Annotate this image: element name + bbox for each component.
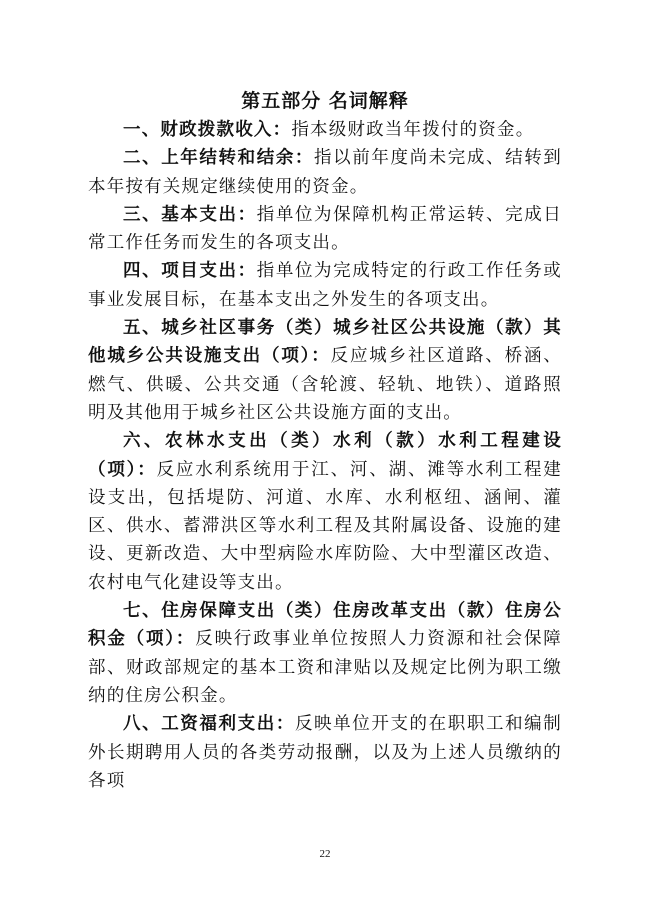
term-label: 六、农林水支出（类）水利（款）水利工程建设（项）： <box>88 431 562 480</box>
term-definition: 指以前年度尚未完成、结转到本年按有关规定继续使用的资金。 <box>88 148 562 197</box>
paragraph-5 <box>88 314 562 427</box>
term-label: 四、项目支出： <box>123 261 257 282</box>
term-definition: 反应水利系统用于江、河、湖、滩等水利工程建设支出，包括堤防、河道、水库、水利枢纽、涵闸、灌区、供水、蓄滞洪区等水利工程及其附属设备、设施的建设、更新改造、大中型病险水库防险、大中型灌区改造、农村电气化建设等支出。 <box>88 459 562 593</box>
term-definition: 反映单位开支的在职职工和编制外长期聘用人员的各类劳动报酬，以及为上述人员缴纳的各项 <box>88 714 562 791</box>
term-label: 七、住房保障支出（类）住房改革支出（款）住房公积金（项）： <box>88 601 562 650</box>
page-number: 22 <box>319 848 331 860</box>
term-definition: 反映行政事业单位按照人力资源和社会保障部、财政部规定的基本工资和津贴以及规定比例为职工缴纳的住房公积金。 <box>88 629 562 706</box>
paragraph-1 <box>88 116 562 144</box>
body-text <box>88 116 562 795</box>
paragraph-7 <box>88 597 562 710</box>
term-label: 八、工资福利支出： <box>123 714 295 735</box>
term-definition: 反应城乡社区道路、桥涵、燃气、供暖、公共交通（含轮渡、轻轨、地铁）、道路照明及其他用于城乡社区公共设施方面的支出。 <box>88 346 562 423</box>
term-definition: 指单位为保障机构正常运转、完成日常工作任务而发生的各项支出。 <box>88 204 562 254</box>
paragraph-3 <box>88 201 562 258</box>
term-definition: 指本级财政当年拨付的资金。 <box>291 120 535 140</box>
paragraph-6 <box>88 427 562 597</box>
paragraph-4 <box>88 257 562 314</box>
term-label: 五、城乡社区事务（类）城乡社区公共设施（款）其他城乡公共设施支出（项）： <box>88 318 562 367</box>
term-label: 一、财政拨款收入： <box>123 120 292 140</box>
term-label: 三、基本支出： <box>123 204 257 225</box>
term-label: 二、上年结转和结余： <box>123 148 315 169</box>
term-definition: 指单位为完成特定的行政工作任务或事业发展目标，在基本支出之外发生的各项支出。 <box>88 261 562 310</box>
paragraph-8 <box>88 710 562 795</box>
section-title: 第五部分 名词解释 <box>241 90 409 112</box>
paragraph-2 <box>88 144 562 201</box>
